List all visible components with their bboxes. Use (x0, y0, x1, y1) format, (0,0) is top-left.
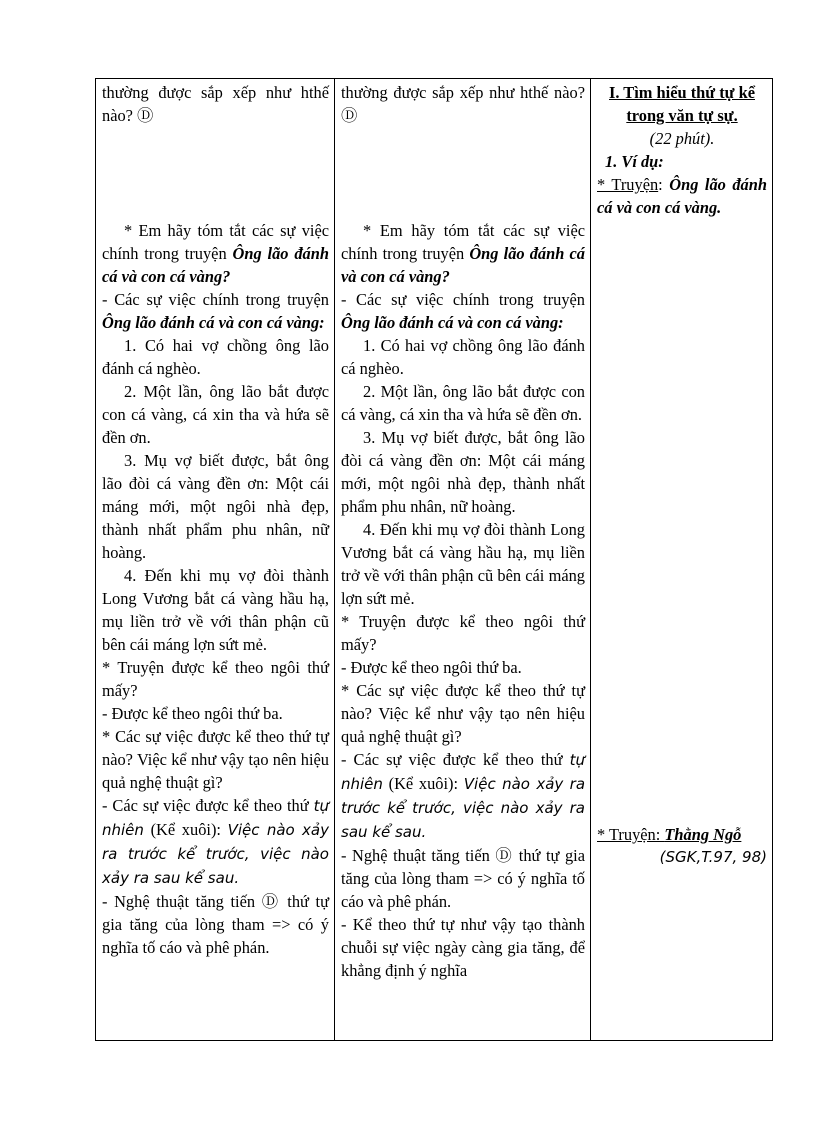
event-3: 3. Mụ vợ biết được, bắt ông lão đòi cá vàng đền ơn: Một cái máng mới, một ngôi nhà đẹp, thành nhất phẩm phu nhân, nữ hoàng. (102, 451, 329, 562)
question-summary: * Em hãy tóm tắt các sự việc chính trong truyện Ông lão đánh cá và con cá vàng? (102, 221, 329, 286)
answer-sequence: - Các sự việc được kể theo thứ tự nhiên (Kể xuôi): Việc nào xảy ra trước kể trước, việc nào xảy ra sau kể sau. (341, 750, 586, 841)
event-1: 1. Có hai vợ chồng ông lão đánh cá nghèo. (102, 336, 329, 378)
question-sequence: * Các sự việc được kể theo thứ tự nào? Việc kể như vậy tạo nên hiệu quả nghệ thuật gì? (102, 727, 329, 792)
table-row (96, 79, 773, 1041)
question-order: thường được sắp xếp như hthế nào? Ⓓ (102, 83, 329, 125)
story-2: * Truyện: Thằng Ngỗ (597, 825, 742, 844)
event-2: 2. Một lần, ông lão bắt được con cá vàng, cá xin tha và hứa sẽ đền ơn. (102, 382, 329, 447)
student-activity-column (335, 79, 591, 1041)
question-sequence: * Các sự việc được kể theo thứ tự nào? Việc kể như vậy tạo nên hiệu quả nghệ thuật gì? (341, 681, 585, 746)
event-3: 3. Mụ vợ biết được, bắt ông lão đòi cá vàng đền ơn: Một cái máng mới, một ngôi nhà đẹp, thành nhất phẩm phu nhân, nữ hoàng. (341, 428, 585, 516)
answer-narrator: - Được kể theo ngôi thứ ba. (102, 704, 283, 723)
story-2-reference: (SGK,T.97, 98) (659, 848, 767, 866)
event-2: 2. Một lần, ông lão bắt được con cá vàng, cá xin tha và hứa sẽ đền ơn. (341, 382, 585, 424)
event-1: 1. Có hai vợ chồng ông lão đánh cá nghèo. (341, 336, 585, 378)
answer-main-events: - Các sự việc chính trong truyện Ông lão đánh cá và con cá vàng: (102, 290, 329, 332)
section-heading: I. Tìm hiểu thứ tự kể trong văn tự sự. (609, 83, 755, 125)
question-order: thường được sắp xếp như hthế nào? Ⓓ (341, 83, 585, 125)
question-narrator: * Truyện được kể theo ngôi thứ mấy? (341, 612, 585, 654)
teacher-activity-column (96, 79, 335, 1041)
answer-technique: - Nghệ thuật tăng tiến Ⓓ thứ tự gia tăng của lòng tham => có ý nghĩa tố cáo và phê phán. (102, 892, 329, 957)
answer-sequence: - Các sự việc được kể theo thứ tự nhiên (Kể xuôi): Việc nào xảy ra trước kể trước, việc nào xảy ra sau kể sau. (102, 796, 330, 887)
event-4: 4. Đến khi mụ vợ đòi thành Long Vương bắt cá vàng hầu hạ, mụ liền trở về với thân phận cũ bên cái máng lợn sứt mẻ. (102, 566, 329, 654)
lesson-table (95, 78, 773, 1041)
event-4: 4. Đến khi mụ vợ đòi thành Long Vương bắt cá vàng hầu hạ, mụ liền trở về với thân phận cũ bên cái máng lợn sứt mẻ. (341, 520, 585, 608)
question-narrator: * Truyện được kể theo ngôi thứ mấy? (102, 658, 329, 700)
answer-effect: - Kể theo thứ tự như vậy tạo thành chuỗi sự việc ngày càng gia tăng, để khẳng định ý nghĩa (341, 915, 585, 980)
answer-narrator: - Được kể theo ngôi thứ ba. (341, 658, 522, 677)
content-column (591, 79, 773, 1041)
answer-technique: - Nghệ thuật tăng tiến Ⓓ thứ tự gia tăng của lòng tham => có ý nghĩa tố cáo và phê phán. (341, 846, 585, 911)
example-label: 1. Ví dụ: (605, 152, 664, 171)
question-summary: * Em hãy tóm tắt các sự việc chính trong truyện Ông lão đánh cá và con cá vàng? (341, 221, 585, 286)
story-1: * Truyện: Ông lão đánh cá và con cá vàng. (597, 175, 767, 217)
answer-main-events: - Các sự việc chính trong truyện Ông lão đánh cá và con cá vàng: (341, 290, 585, 332)
section-time: (22 phút). (649, 129, 715, 148)
